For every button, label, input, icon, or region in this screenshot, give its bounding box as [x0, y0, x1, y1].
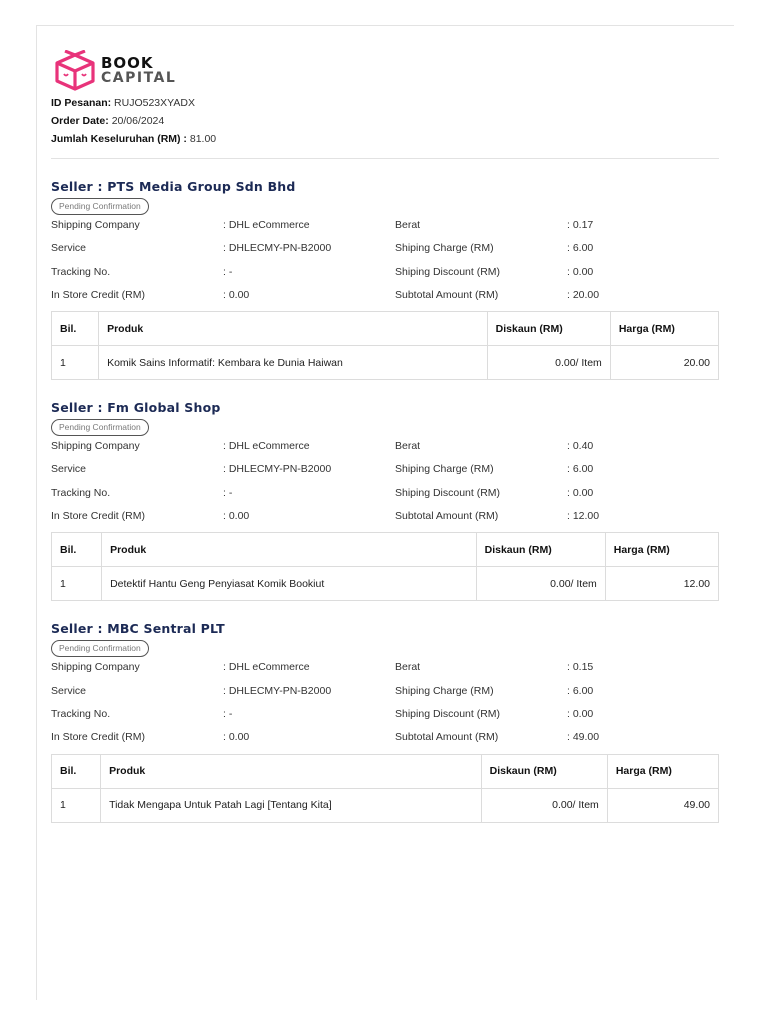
seller-section [51, 400, 719, 601]
table-row [52, 567, 719, 601]
shipping-company-value: : DHL eCommerce [223, 440, 310, 453]
sellers-list [51, 179, 719, 823]
items-header-row [52, 533, 719, 567]
ship-charge-label: Shiping Charge (RM) [395, 463, 494, 476]
cell-harga: 12.00 [605, 567, 718, 601]
ship-charge-value: : 6.00 [567, 684, 594, 697]
service-value: : DHLECMY-PN-B2000 [223, 684, 332, 697]
service-label: Service [51, 463, 87, 476]
shipping-info [51, 215, 719, 308]
order-date-value: 20/06/2024 [111, 115, 165, 127]
status-badge: Pending Confirmation [51, 640, 149, 657]
ship-discount-label: Shiping Discount (RM) [395, 265, 501, 278]
subtotal-value: : 49.00 [567, 731, 600, 744]
ship-discount-value: : 0.00 [567, 265, 594, 278]
cell-harga: 49.00 [607, 788, 718, 822]
table-row [52, 788, 719, 822]
order-info [51, 94, 719, 148]
col-diskaun-header: Diskaun (RM) [487, 312, 610, 346]
subtotal-label: Subtotal Amount (RM) [395, 510, 499, 523]
cell-harga: 20.00 [610, 346, 718, 380]
col-bil-header: Bil. [52, 312, 99, 346]
order-date-label: Order Date: [51, 115, 109, 127]
subtotal-label: Subtotal Amount (RM) [395, 288, 499, 301]
order-total-value: 81.00 [189, 133, 217, 145]
ship-charge-value: : 6.00 [567, 242, 594, 255]
items-header-row [52, 312, 719, 346]
col-produk-header: Produk [101, 754, 482, 788]
brand-line1: BOOK [101, 54, 154, 72]
brand-line2: CAPITAL [101, 70, 177, 86]
cell-produk: Detektif Hantu Geng Penyiasat Komik Bookiut [102, 567, 477, 601]
berat-value: : 0.40 [567, 440, 594, 453]
tracking-label: Tracking No. [51, 707, 111, 720]
berat-label: Berat [395, 661, 421, 674]
store-credit-label: In Store Credit (RM) [51, 731, 145, 744]
items-table [51, 532, 719, 601]
subtotal-label: Subtotal Amount (RM) [395, 731, 499, 744]
cell-diskaun: 0.00/ Item [476, 567, 605, 601]
berat-label: Berat [395, 440, 421, 453]
col-harga-header: Harga (RM) [605, 533, 718, 567]
shipping-company-value: : DHL eCommerce [223, 661, 310, 674]
cell-diskaun: 0.00/ Item [487, 346, 610, 380]
items-table [51, 311, 719, 380]
berat-label: Berat [395, 219, 421, 231]
seller-title: Seller : Fm Global Shop [51, 400, 221, 416]
store-credit-value: : 0.00 [223, 288, 250, 301]
table-row [52, 346, 719, 380]
ship-discount-label: Shiping Discount (RM) [395, 707, 501, 720]
subtotal-value: : 20.00 [567, 288, 600, 301]
ship-discount-label: Shiping Discount (RM) [395, 486, 501, 499]
ship-charge-value: : 6.00 [567, 463, 594, 476]
service-label: Service [51, 684, 87, 697]
cell-produk: Komik Sains Informatif: Kembara ke Dunia Haiwan [99, 346, 488, 380]
ship-discount-value: : 0.00 [567, 707, 594, 720]
tracking-label: Tracking No. [51, 265, 111, 278]
items-header-row [52, 754, 719, 788]
invoice-content [51, 48, 719, 823]
col-harga-header: Harga (RM) [607, 754, 718, 788]
shipping-company-label: Shipping Company [51, 661, 140, 674]
status-badge: Pending Confirmation [51, 419, 149, 436]
col-bil-header: Bil. [52, 533, 102, 567]
order-total-label: Jumlah Keseluruhan (RM) : [51, 133, 187, 145]
tracking-label: Tracking No. [51, 486, 111, 499]
col-diskaun-header: Diskaun (RM) [476, 533, 605, 567]
invoice-page [36, 25, 734, 1000]
subtotal-value: : 12.00 [567, 510, 600, 523]
shipping-info [51, 657, 719, 750]
service-value: : DHLECMY-PN-B2000 [223, 463, 332, 476]
shipping-company-value: : DHL eCommerce [223, 219, 310, 231]
store-credit-value: : 0.00 [223, 510, 250, 523]
berat-value: : 0.15 [567, 661, 594, 674]
shipping-company-label: Shipping Company [51, 219, 140, 231]
seller-title: Seller : MBC Sentral PLT [51, 621, 225, 637]
divider [51, 158, 719, 159]
col-produk-header: Produk [99, 312, 488, 346]
cell-bil: 1 [52, 567, 102, 601]
shipping-info [51, 436, 719, 529]
store-credit-label: In Store Credit (RM) [51, 288, 145, 301]
cell-produk: Tidak Mengapa Untuk Patah Lagi [Tentang Kita] [101, 788, 482, 822]
ship-charge-label: Shiping Charge (RM) [395, 242, 494, 255]
berat-value: : 0.17 [567, 219, 594, 231]
store-credit-label: In Store Credit (RM) [51, 510, 145, 523]
order-id-label: ID Pesanan: [51, 97, 112, 109]
shipping-company-label: Shipping Company [51, 440, 140, 453]
seller-title: Seller : PTS Media Group Sdn Bhd [51, 179, 296, 194]
seller-section [51, 621, 719, 822]
cell-bil: 1 [52, 346, 99, 380]
order-id-value: RUJO523XYADX [114, 97, 195, 109]
items-table [51, 754, 719, 823]
ship-discount-value: : 0.00 [567, 486, 594, 499]
book-box-icon [53, 50, 97, 92]
ship-charge-label: Shiping Charge (RM) [395, 684, 494, 697]
cell-diskaun: 0.00/ Item [481, 788, 607, 822]
seller-section [51, 179, 719, 380]
cell-bil: 1 [52, 788, 101, 822]
col-harga-header: Harga (RM) [610, 312, 718, 346]
col-diskaun-header: Diskaun (RM) [481, 754, 607, 788]
tracking-value: : - [223, 486, 233, 499]
store-credit-value: : 0.00 [223, 731, 250, 744]
tracking-value: : - [223, 707, 233, 720]
status-badge: Pending Confirmation [51, 198, 149, 215]
service-value: : DHLECMY-PN-B2000 [223, 242, 332, 255]
brand-logo [53, 48, 719, 94]
col-bil-header: Bil. [52, 754, 101, 788]
service-label: Service [51, 242, 87, 255]
tracking-value: : - [223, 265, 233, 278]
col-produk-header: Produk [102, 533, 477, 567]
